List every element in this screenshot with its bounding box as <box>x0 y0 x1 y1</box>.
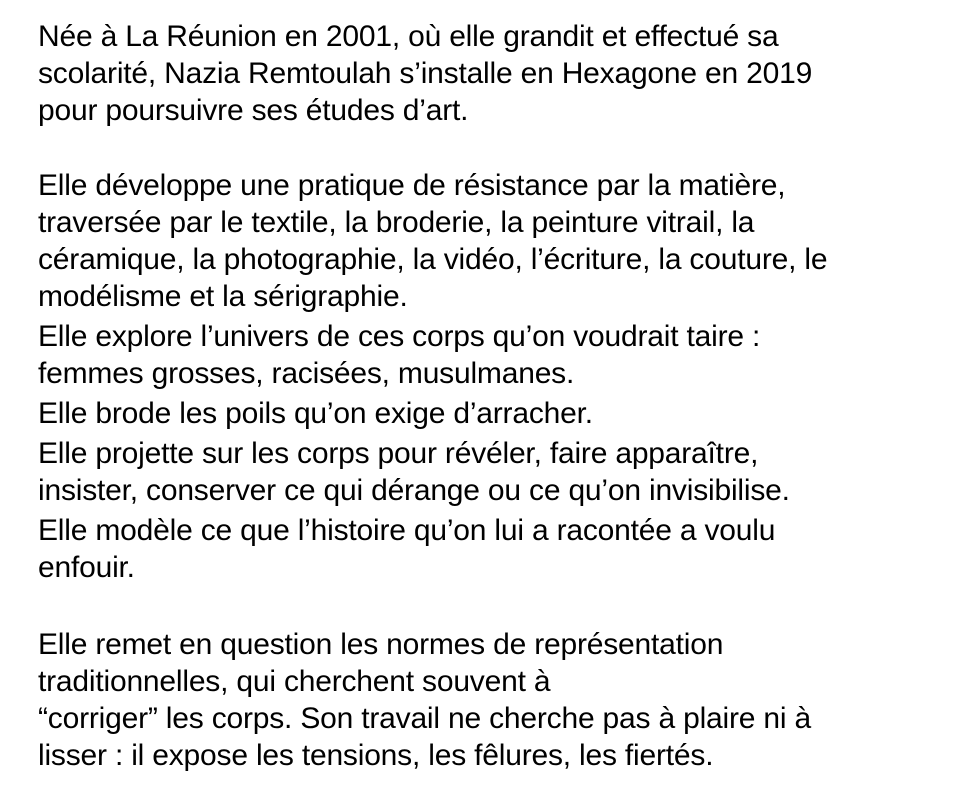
text-line: enfouir. <box>38 551 135 584</box>
paragraph-project <box>38 435 958 509</box>
text-line: scolarité, Nazia Remtoulah s’installe en Hexagone en 2019 <box>38 57 813 90</box>
paragraph-spacer <box>38 129 958 167</box>
paragraph-practice <box>38 167 958 315</box>
text-line: insister, conserver ce qui dérange ou ce qu’on invisibilise. <box>38 474 790 507</box>
paragraph-embroider <box>38 395 958 432</box>
paragraph-explore <box>38 318 958 392</box>
paragraph-model <box>38 512 958 586</box>
text-line: femmes grosses, racisées, musulmanes. <box>38 357 575 390</box>
paragraph-spacer <box>38 586 958 626</box>
text-line: Elle projette sur les corps pour révéler, faire apparaître, <box>38 437 759 470</box>
text-line: céramique, la photographie, la vidéo, l’écriture, la couture, le <box>38 243 828 276</box>
paragraph-intro <box>38 18 958 129</box>
text-line: “corriger” les corps. Son travail ne cherche pas à plaire ni à <box>38 702 811 735</box>
document-body <box>38 18 958 774</box>
text-line: Elle développe une pratique de résistance par la matière, <box>38 169 786 202</box>
text-line: Elle explore l’univers de ces corps qu’on voudrait taire : <box>38 320 761 353</box>
text-line: Elle modèle ce que l’histoire qu’on lui a racontée a voulu <box>38 514 776 547</box>
text-line: modélisme et la sérigraphie. <box>38 280 408 313</box>
text-line: pour poursuivre ses études d’art. <box>38 94 469 127</box>
text-line: Elle brode les poils qu’on exige d’arracher. <box>38 397 593 430</box>
text-line: lisser : il expose les tensions, les fêlures, les fiertés. <box>38 739 714 772</box>
text-line: Née à La Réunion en 2001, où elle grandit et effectué sa <box>38 20 779 53</box>
text-line: traditionnelles, qui cherchent souvent à <box>38 665 551 698</box>
text-line: Elle remet en question les normes de représentation <box>38 628 724 661</box>
text-line: traversée par le textile, la broderie, la peinture vitrail, la <box>38 206 755 239</box>
paragraph-norms <box>38 626 958 774</box>
